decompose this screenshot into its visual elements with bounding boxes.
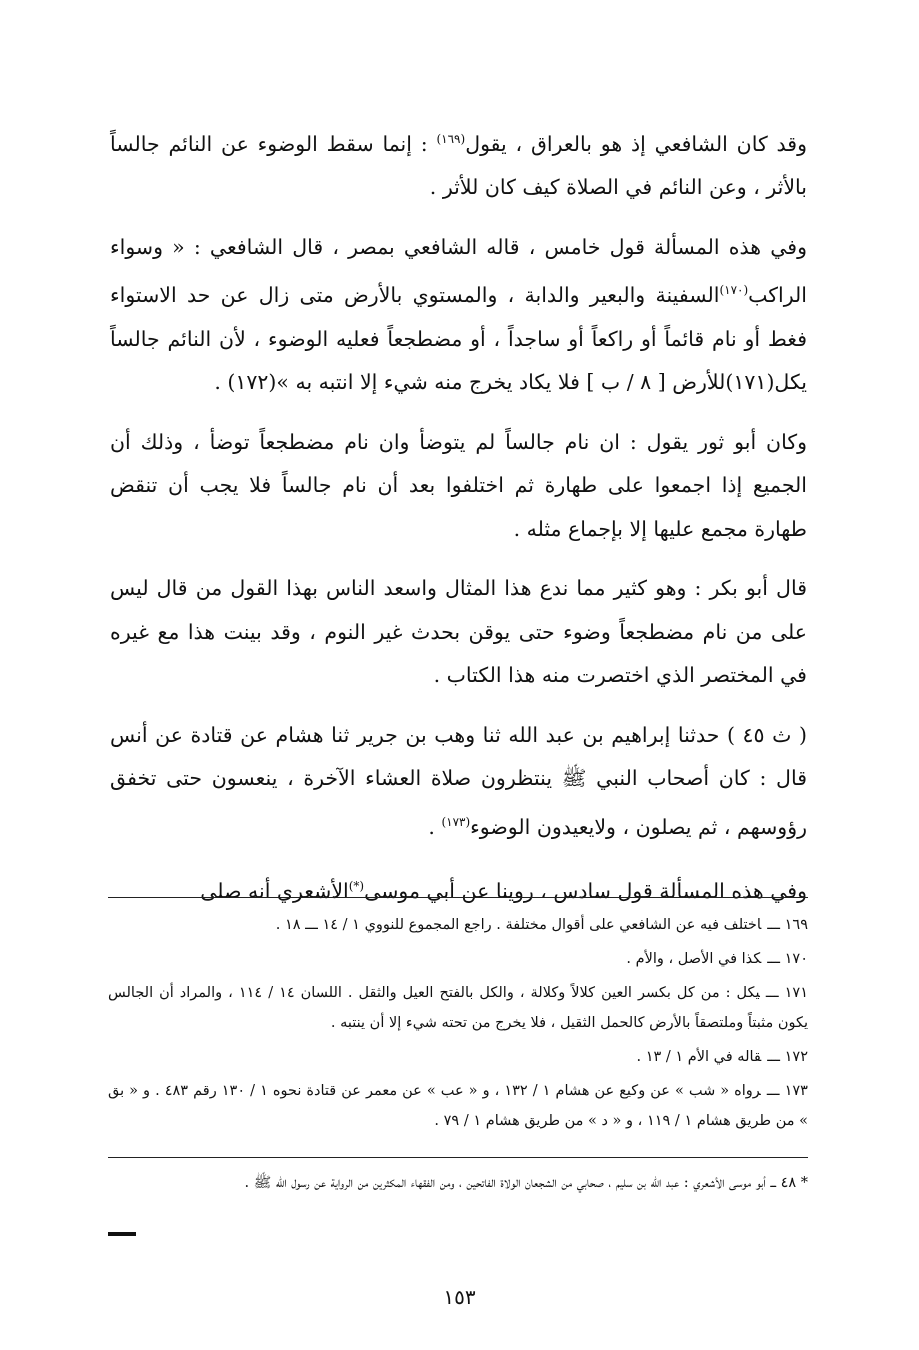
footnote-170 <box>108 944 808 974</box>
paragraph-text: وفي هذه المسألة قول خامس ، قاله الشافعي بمصر ، قال الشافعي : « وسواء الراكب <box>110 234 807 308</box>
note-48 <box>108 1168 808 1198</box>
biography-note <box>108 1168 808 1198</box>
footnote-ref: (*) <box>348 878 365 893</box>
paragraph-text: وفي هذه المسألة قول سادس ، روينا عن أبي موسى <box>364 878 807 903</box>
paragraph-text: السفينة والبعير والدابة ، والمستوي بالأرض متى زال عن حد الاستواء فغط أو نام قائماً أو راكعاً أو ساجداً ، أو مضطجعاً فعليه الوضوء ، لأن النائم جالساً يكل(١٧١)للأرض [ ٨ / ب ] فلا يكاد يخرج منه شيء إلا انتبه به »(١٧٢) . <box>110 283 807 395</box>
footnote-ref: (١٧٣) <box>441 814 471 829</box>
paragraph-text: ( ث ٤٥ ) حدثنا إبراهيم بن عبد الله ثنا وهب بن جرير ثنا هشام عن قتادة عن أنس قال : كان أصحاب النبي ﷺ ينتظرون صلاة العشاء الآخرة ، ينعسون حتى تخفق رؤوسهم ، ثم يصلون ، ولايعيدون الوضوء <box>110 722 807 839</box>
footnote-number: ١٧١ ـــ <box>765 985 808 1001</box>
paragraph-text: قال أبو بكر : وهو كثير مما ندع هذا المثال واسعد الناس بهذا القول من قال ليس على من نام مضطجعاً وضوء حتى يوقن بحدث غير النوم ، وقد بينت هذا مع غيره في المختصر الذي اختصرت منه هذا الكتاب . <box>110 576 807 688</box>
note-divider <box>108 1157 808 1158</box>
footnote-text: يكل : من كل بكسر العين كلالاً وكلالة ، والكل بالفتح العيل والثقل . اللسان ١٤ / ١١٤ ، والمراد أن الجالس يكون مثبتاً وملتصقاً بالأرض كالحمل الثقيل ، فلا يخرج من تحته شيء إلا أن ينتبه . <box>108 985 808 1031</box>
paragraph-text: : إنما سقط الوضوء عن النائم جالساً بالأثر ، وعن النائم في الصلاة كيف كان للأثر . <box>110 131 807 200</box>
footnote-text: كذا في الأصل ، والأم . <box>626 951 762 967</box>
footnote-number: ١٦٩ ـــ <box>767 917 808 933</box>
footnote-text: اختلف فيه عن الشافعي على أقوال مختلفة . راجع المجموع للنووي ١ / ١٤ ـــ ١٨ . <box>275 917 762 933</box>
footnote-171 <box>108 978 808 1038</box>
note-marker: * ٤٨ ـــ <box>770 1175 808 1191</box>
footnote-173 <box>108 1076 808 1136</box>
footnote-text: رواه « شب » عن وكيع عن هشام ١ / ١٣٢ ، و « عب » عن معمر عن قتادة نحوه ١ / ١٣٠ رقم ٤٨٣ . و « بق » من طريق هشام ١ / ١١٩ ، و « د » من طريق هشام ١ / ٧٩ . <box>108 1083 808 1129</box>
footnote-divider <box>108 897 808 898</box>
paragraph-6 <box>110 865 807 913</box>
footnote-172 <box>108 1042 808 1072</box>
footnote-number: ١٧٢ ـــ <box>767 1049 808 1065</box>
footnote-text: قاله في الأم ١ / ١٣ . <box>636 1049 762 1065</box>
paragraph-1 <box>110 118 807 210</box>
continuation-dash <box>108 1232 136 1236</box>
paragraph-4 <box>110 567 807 698</box>
footnote-number: ١٧٠ ـــ <box>767 951 808 967</box>
footnote-169 <box>108 910 808 940</box>
paragraph-2 <box>110 226 807 405</box>
note-text: أبو موسى الأشعري : عبد الله بن سليم ، صحابي من الشجعان الولاة الفاتحين ، ومن الفقهاء المكثرين من الرواية عن رسول الله ﷺ . <box>244 1175 766 1191</box>
paragraph-text: الأشعري أنه صلى <box>200 878 349 903</box>
main-text <box>110 118 807 929</box>
footnote-ref: (١٧٠) <box>719 283 749 298</box>
paragraph-text: وكان أبو ثور يقول : ان نام جالساً لم يتوضأ وان نام مضطجعاً توضأ ، وذلك أن الجميع إذا اجمعوا على طهارة ثم اختلفوا بعد أن نام جالساً فلا يجب أن تنقض طهارة مجمع عليها إلا بإجماع مثله . <box>110 429 807 541</box>
footnote-ref: (١٦٩) <box>436 132 466 146</box>
paragraph-text: وقد كان الشافعي إذ هو بالعراق ، يقول <box>465 131 807 156</box>
paragraph-text: . <box>428 814 442 839</box>
page-number: ١٥٣ <box>443 1285 476 1309</box>
paragraph-5 <box>110 714 807 849</box>
footnotes <box>108 910 808 1140</box>
paragraph-3 <box>110 421 807 552</box>
footnote-number: ١٧٣ ـــ <box>766 1083 808 1099</box>
